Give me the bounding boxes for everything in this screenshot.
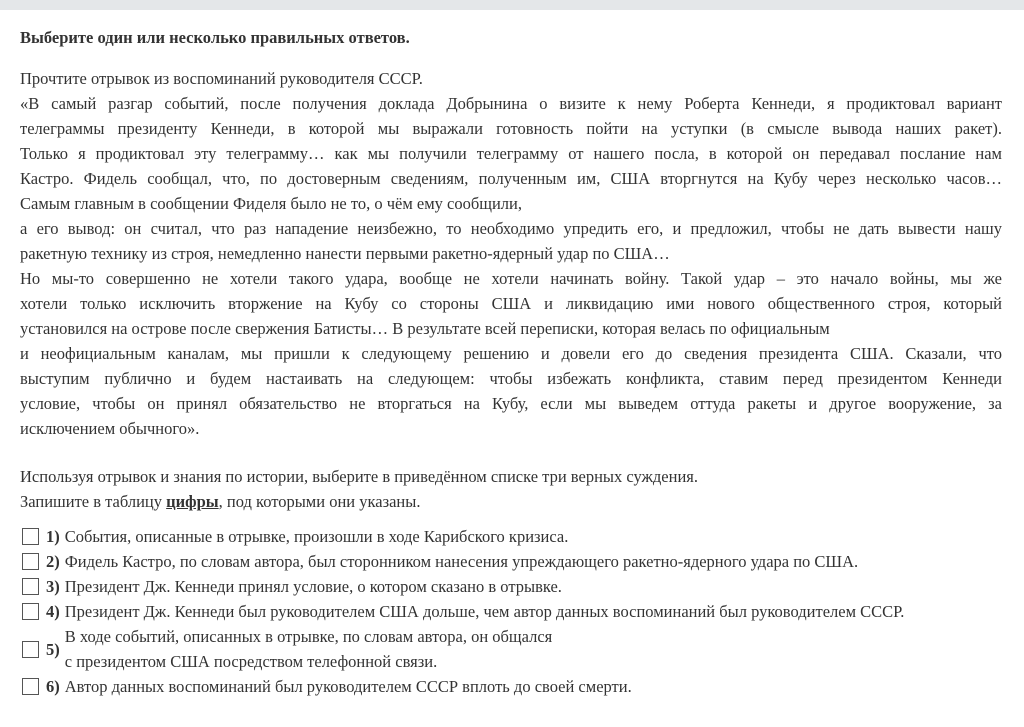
checkbox[interactable] bbox=[22, 678, 39, 695]
passage-line: Но мы-то совершенно не хотели такого удара, вообще не хотели начинать войну. Такой удар – это начало войны, мы же bbox=[20, 269, 1002, 288]
checkbox[interactable] bbox=[22, 528, 39, 545]
option-text-line-2: с президентом США посредством телефонной связи. bbox=[64, 652, 438, 671]
option-number: 1) bbox=[46, 527, 60, 546]
option-text: Автор данных воспоминаний был руководителем СССР вплоть до своей смерти. bbox=[64, 677, 632, 696]
passage-line: установился на острове после свержения Батисты… В результате всей переписки, которая велась по официальным bbox=[20, 319, 830, 338]
passage-line: а его вывод: он считал, что раз нападение неизбежно, то необходимо упредить его, и предложил, чтобы не дать вывести нашу bbox=[20, 219, 1002, 238]
option-text-line-1: В ходе событий, описанных в отрывке, по словам автора, он общался bbox=[64, 627, 553, 646]
answer-option-3[interactable] bbox=[20, 574, 1002, 599]
option-number: 2) bbox=[46, 552, 60, 571]
question-content bbox=[20, 10, 1002, 699]
answer-option-5[interactable] bbox=[20, 624, 1002, 674]
option-number: 6) bbox=[46, 677, 60, 696]
answer-option-6[interactable] bbox=[20, 674, 1002, 699]
option-text: Фидель Кастро, по словам автора, был сторонником нанесения упреждающего ракетно-ядерного удара по США. bbox=[64, 552, 859, 571]
answer-options bbox=[20, 524, 1002, 699]
passage-line: «В самый разгар событий, после получения доклада Добрынина о визите к нему Роберта Кеннеди, я продиктовал вариант bbox=[20, 94, 1002, 113]
checkbox[interactable] bbox=[22, 578, 39, 595]
task-line-2 bbox=[20, 489, 1002, 514]
task-line-2-end: , под которыми они указаны. bbox=[218, 492, 421, 511]
passage-line: условие, чтобы он принял обязательство не вторгаться на Кубу, если мы выведем оттуда ракеты и другое вооружение, за bbox=[20, 394, 1002, 413]
emphasis-digits: цифры bbox=[166, 492, 219, 511]
checkbox[interactable] bbox=[22, 553, 39, 570]
top-bar bbox=[0, 0, 1024, 10]
answer-option-2[interactable] bbox=[20, 549, 1002, 574]
answer-option-4[interactable] bbox=[20, 599, 1002, 624]
passage-line: Кастро. Фидель сообщал, что, по достоверным сведениям, полученным им, США вторгнутся на Кубу через несколько часов… bbox=[20, 169, 1002, 188]
checkbox[interactable] bbox=[22, 641, 39, 658]
passage-line: Только я продиктовал эту телеграмму… как мы получили телеграмму от нашего посла, в которой он передавал послание нам bbox=[20, 144, 1002, 163]
passage-line: Самым главным в сообщении Фиделя было не то, о чём ему сообщили, bbox=[20, 194, 523, 213]
option-text bbox=[65, 624, 553, 674]
passage-line: исключением обычного». bbox=[20, 419, 200, 438]
checkbox[interactable] bbox=[22, 603, 39, 620]
passage-line: хотели только исключить вторжение на Кубу со стороны США и ликвидацию ими нового общественного строя, который bbox=[20, 294, 1002, 313]
option-number: 5) bbox=[46, 639, 60, 659]
option-number: 4) bbox=[46, 602, 60, 621]
intro-text: Прочтите отрывок из воспоминаний руководителя СССР. bbox=[20, 69, 423, 88]
passage-line: выступим публично и будем настаивать на следующем: чтобы избежать конфликта, ставим перед президентом Кеннеди bbox=[20, 369, 1002, 388]
instruction-heading: Выберите один или несколько правильных ответов. bbox=[20, 28, 410, 47]
passage-line: ракетную технику из строя, немедленно нанести первыми ракетно-ядерный удар по США… bbox=[20, 244, 670, 263]
answer-option-1[interactable] bbox=[20, 524, 1002, 549]
option-number: 3) bbox=[46, 577, 60, 596]
task-text bbox=[20, 464, 1002, 514]
option-text: События, описанные в отрывке, произошли в ходе Карибского кризиса. bbox=[64, 527, 569, 546]
option-text: Президент Дж. Кеннеди был руководителем США дольше, чем автор данных воспоминаний был руководителем СССР. bbox=[64, 602, 905, 621]
passage bbox=[20, 91, 1002, 441]
option-text: Президент Дж. Кеннеди принял условие, о котором сказано в отрывке. bbox=[64, 577, 562, 596]
task-line-2-start: Запишите в таблицу bbox=[20, 492, 167, 511]
task-line-1: Используя отрывок и знания по истории, выберите в приведённом списке три верных суждения. bbox=[20, 467, 698, 486]
passage-line: и неофициальным каналам, мы пришли к следующему решению и довели его до сведения президента США. Сказали, что bbox=[20, 344, 1002, 363]
passage-line: телеграммы президенту Кеннеди, в которой мы выражали готовность пойти на уступки (в смысле вывода наших ракет). bbox=[20, 119, 1002, 138]
